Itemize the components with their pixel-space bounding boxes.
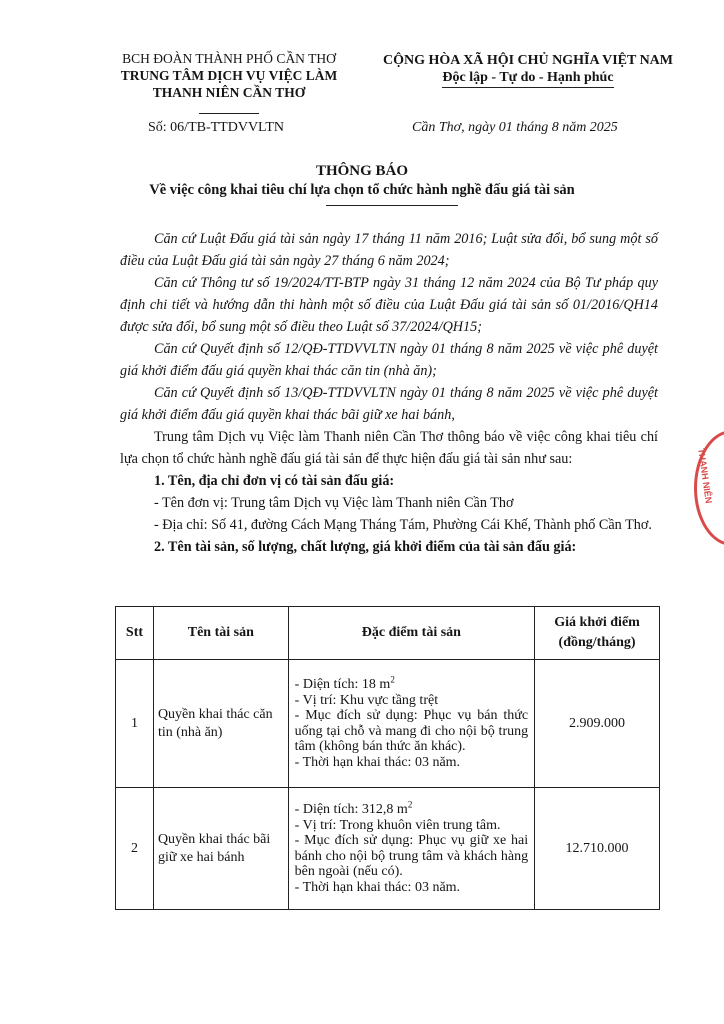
column-header-features: Đặc điểm tài sản: [288, 607, 534, 660]
row-features: [288, 788, 534, 910]
parent-organization: BCH ĐOÀN THÀNH PHỐ CẦN THƠ: [122, 51, 336, 66]
header-underline: [84, 101, 374, 118]
feature-purpose: - Mục đích sử dụng: Phục vụ giữ xe hai bánh cho nội bộ trung tâm và khách hàng bên ngoài (nếu có).: [294, 833, 529, 879]
section-1-heading: 1. Tên, địa chỉ đơn vị có tài sản đấu giá:: [154, 473, 395, 489]
document-number: Số: 06/TB-TTDVVLTN: [148, 120, 284, 135]
national-motto: Độc lập - Tự do - Hạnh phúc: [442, 69, 613, 88]
feature-term: - Thời hạn khai thác: 03 năm.: [294, 754, 461, 770]
place-and-date: Cần Thơ, ngày 01 tháng 8 năm 2025: [412, 120, 618, 135]
column-header-stt: Stt: [116, 607, 154, 660]
feature-area: - Diện tích: 312,8 $m^2$: [294, 799, 413, 817]
table-row: [116, 788, 660, 910]
row-features: [288, 660, 534, 788]
feature-location: - Vị trí: Trong khuôn viên trung tâm.: [294, 817, 501, 833]
organization-name-line2: THANH NIÊN CẦN THƠ: [152, 85, 306, 100]
column-header-name: Tên tài sản: [153, 607, 288, 660]
organization-name-line1: TRUNG TÂM DỊCH VỤ VIỆC LÀM: [120, 68, 338, 83]
issuing-organization: [84, 50, 374, 118]
unit-address: - Địa chỉ: Số 41, đường Cách Mạng Tháng Tám, Phường Cái Khế, Thành phố Cần Thơ.: [154, 517, 652, 533]
country-name: CỘNG HÒA XÃ HỘI CHỦ NGHĨA VIỆT NAM: [382, 53, 673, 68]
feature-location: - Vị trí: Khu vực tầng trệt: [294, 692, 439, 708]
national-heading: [372, 52, 684, 88]
row-stt: 1: [116, 660, 154, 788]
section-2-heading: 2. Tên tài sản, số lượng, chất lượng, giá khởi điểm của tài sản đấu giá:: [154, 539, 577, 555]
row-asset-name: Quyền khai thác bãi giữ xe hai bánh: [153, 788, 288, 910]
row-asset-name: Quyền khai thác căn tin (nhà ăn): [153, 660, 288, 788]
feature-term: - Thời hạn khai thác: 03 năm.: [294, 879, 461, 895]
row-starting-price: 2.909.000: [535, 660, 660, 788]
table-header-row: [116, 607, 660, 660]
announcement-intro: Trung tâm Dịch vụ Việc làm Thanh niên Cần Thơ thông báo về việc công khai tiêu chí lựa chọn tổ chức hành nghề đấu giá tài sản để thực hiện đấu giá tài sản như sau:: [120, 429, 658, 467]
column-header-price: Giá khởi điểm (đồng/tháng): [535, 607, 660, 660]
table-row: [116, 660, 660, 788]
row-starting-price: 12.710.000: [535, 788, 660, 910]
unit-name: - Tên đơn vị: Trung tâm Dịch vụ Việc làm Thanh niên Cần Thơ: [154, 495, 514, 511]
asset-table: [115, 606, 660, 910]
legal-basis-2: Căn cứ Thông tư số 19/2024/TT-BTP ngày 31 tháng 12 năm 2024 của Bộ Tư pháp quy định chi tiết và hướng dẫn thi hành một số điều của Luật Đấu giá tài sản số 01/2016/QH14 được sửa đổi, bổ sung một số điều theo Luật số 37/2024/QH15;: [120, 275, 658, 335]
document-subtitle: Về việc công khai tiêu chí lựa chọn tổ chức hành nghề đấu giá tài sản: [149, 182, 575, 198]
row-stt: 2: [116, 788, 154, 910]
seal-stamp-text: THANH NIÊN: [696, 447, 714, 504]
legal-basis-3: Căn cứ Quyết định số 12/QĐ-TTDVVLTN ngày 01 tháng 8 năm 2025 về việc phê duyệt giá khởi điểm đấu giá quyền khai thác căn tin (nhà ăn);: [120, 341, 658, 379]
document-body: [120, 228, 658, 558]
legal-basis-4: Căn cứ Quyết định số 13/QĐ-TTDVVLTN ngày 01 tháng 8 năm 2025 về việc phê duyệt giá khởi điểm đấu giá quyền khai thác bãi giữ xe hai bánh,: [120, 385, 658, 423]
subtitle-underline: [326, 205, 458, 206]
feature-area: - Diện tích: 18 $m^2$: [294, 674, 395, 692]
document-title: THÔNG BÁO: [315, 163, 409, 179]
feature-purpose: - Mục đích sử dụng: Phục vụ bán thức uống tại chỗ và mang đi cho nội bộ trung tâm (không bán thức ăn khác).: [294, 708, 529, 754]
legal-basis-1: Căn cứ Luật Đấu giá tài sản ngày 17 tháng 11 năm 2016; Luật sửa đổi, bổ sung một số điều của Luật Đấu giá tài sản ngày 27 tháng 6 năm 2024;: [120, 231, 658, 269]
